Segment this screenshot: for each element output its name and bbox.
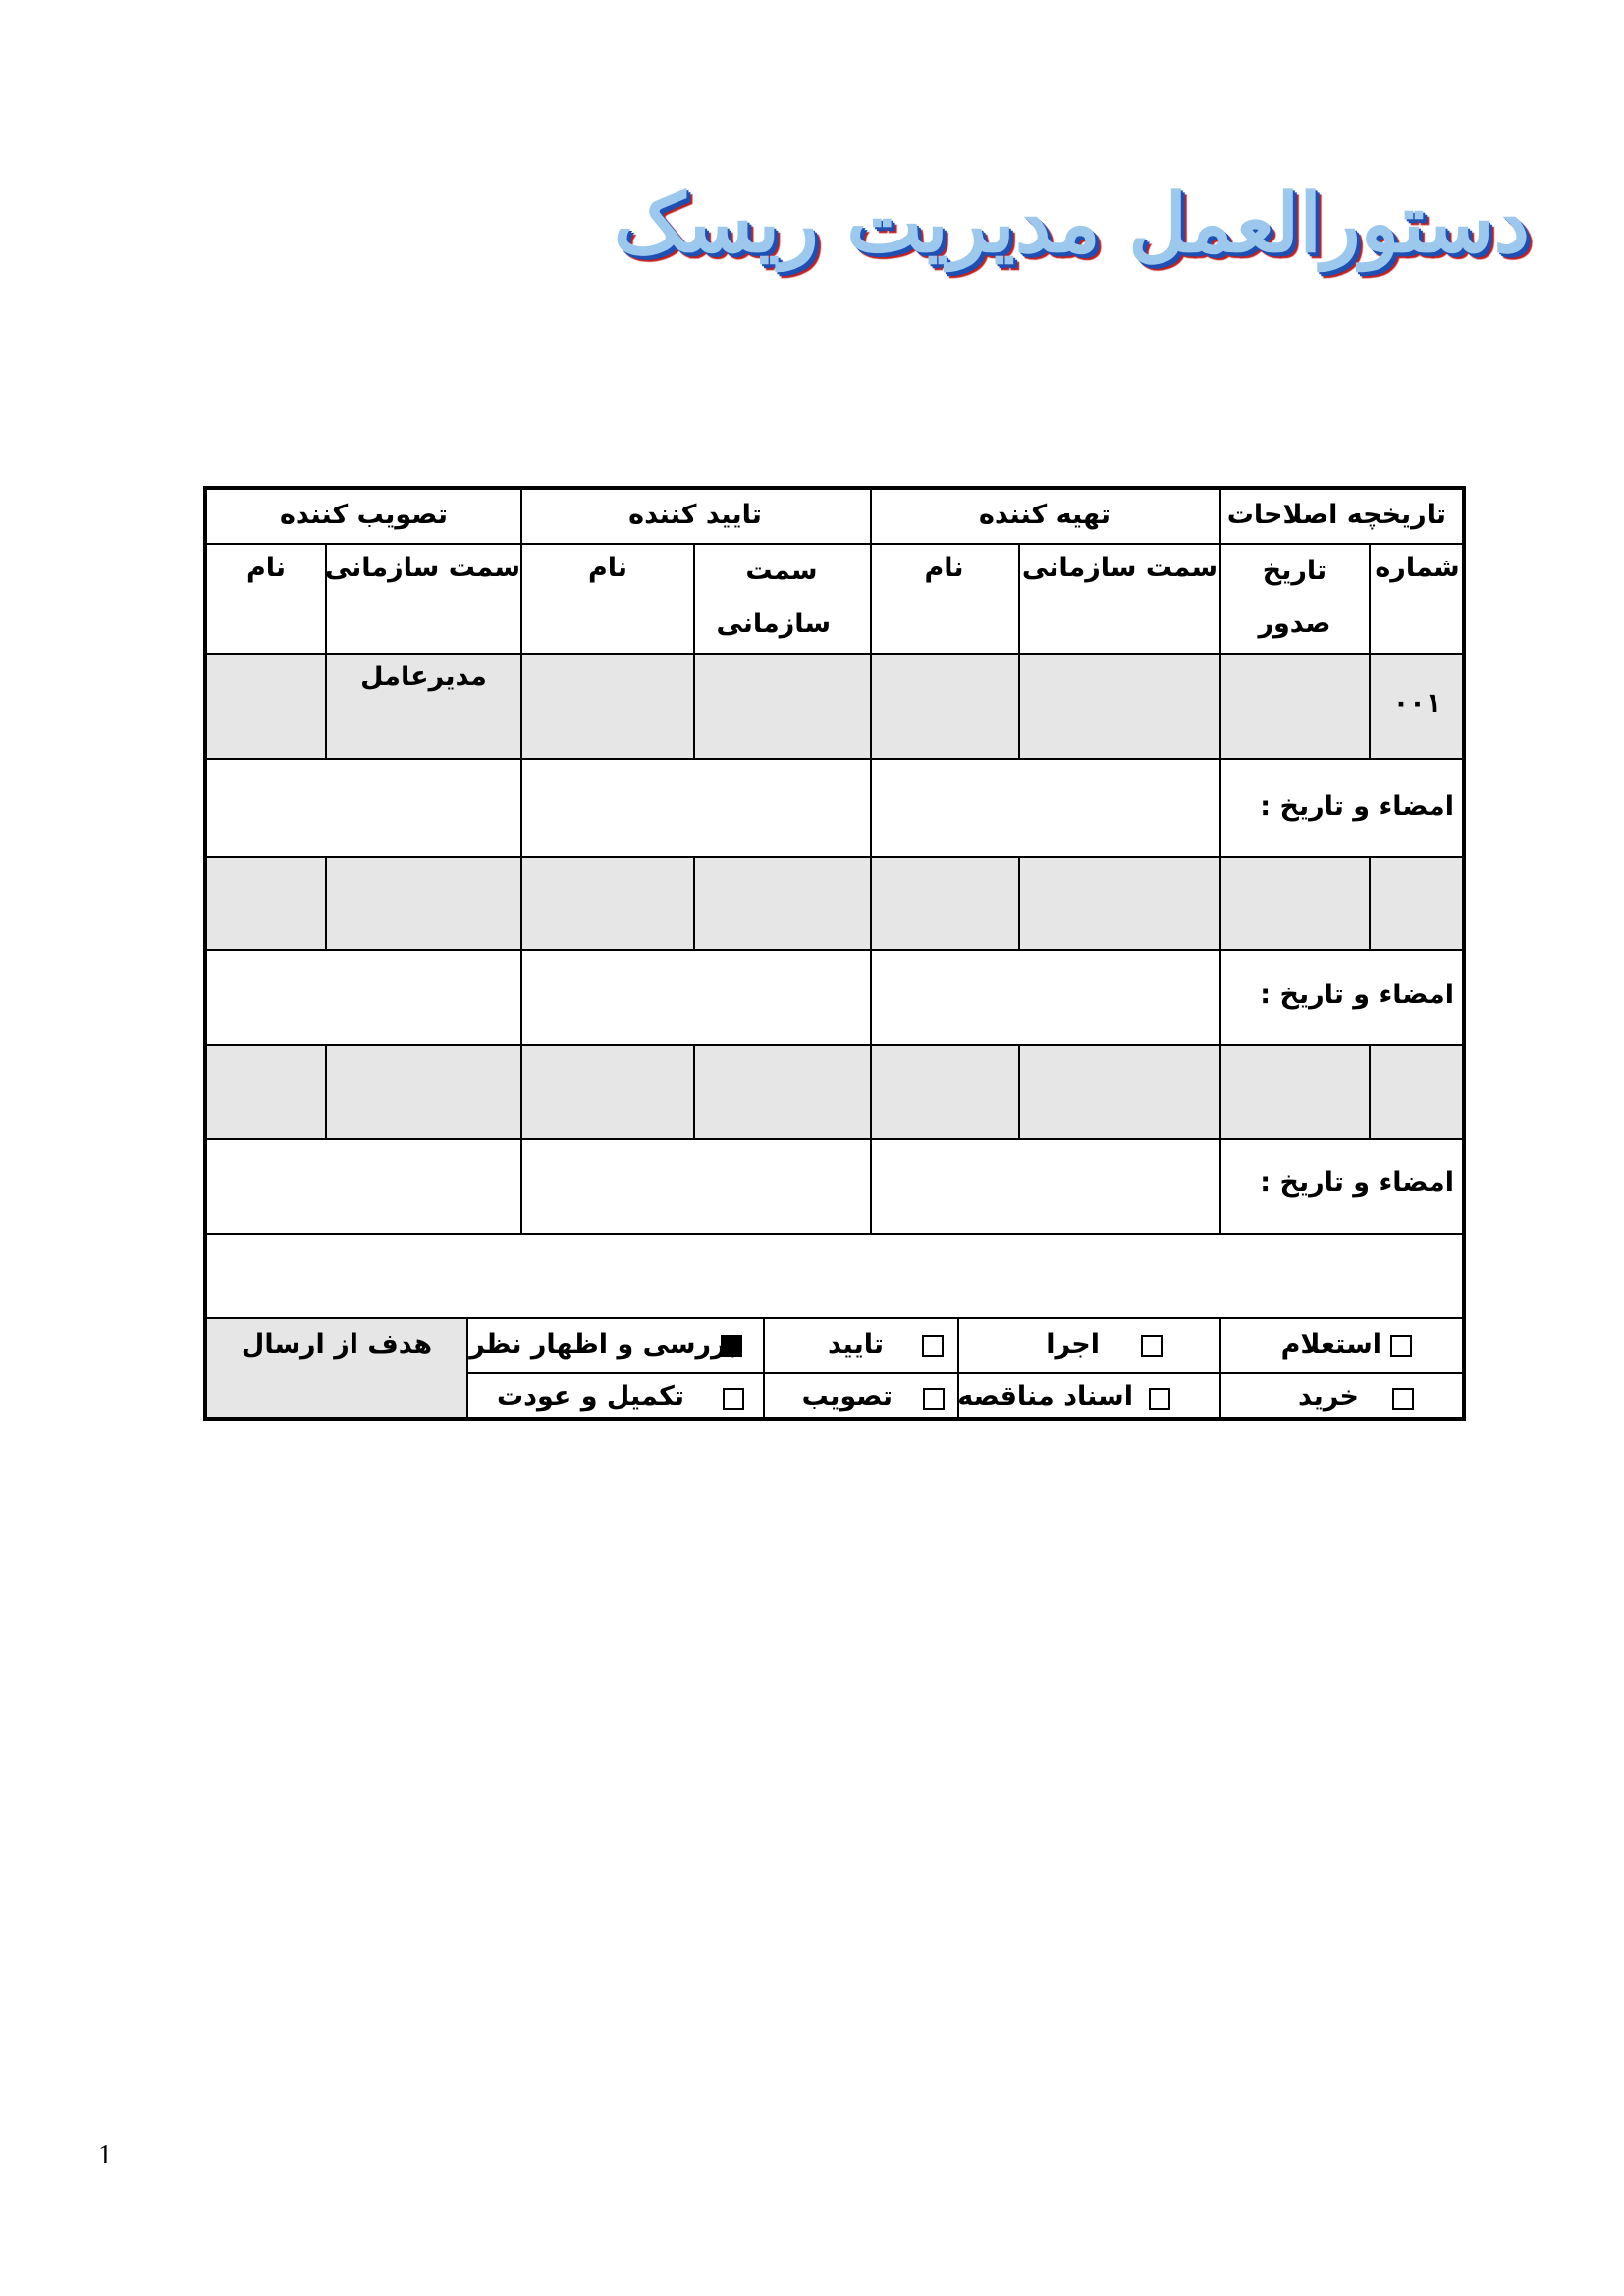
approval-form-table [203, 486, 1466, 1421]
revision-row-3 [207, 1046, 1464, 1138]
header-revision-history: تاریخچه اصلاحات [1226, 500, 1446, 530]
col-preparer-name: نام [924, 553, 964, 583]
col-approver-position: سمت سازمانی [324, 553, 520, 583]
signature-label-1: امضاء و تاریخ : [1260, 791, 1454, 822]
col-number: شماره [1375, 553, 1460, 583]
tender-documents-label: اسناد مناقصه [957, 1381, 1133, 1412]
col-verifier-position: سمت سازمانی [716, 556, 831, 639]
inquiry-label: استعلام [1280, 1329, 1381, 1360]
verify-label: تایید [827, 1329, 884, 1360]
purchase-checkbox[interactable] [1392, 1388, 1414, 1410]
approve-checkbox[interactable] [923, 1388, 945, 1410]
execution-checkbox[interactable] [1141, 1335, 1163, 1357]
complete-return-label: تکمیل و عودت [496, 1381, 684, 1412]
purpose-label: هدف از ارسال [241, 1329, 433, 1360]
col-approver-name: نام [245, 553, 287, 583]
approver-position-value: مدیرعامل [360, 662, 487, 692]
col-verifier-name: نام [587, 553, 628, 583]
col-issue-date: تاریخ صدور [1258, 556, 1331, 639]
purchase-label: خرید [1298, 1381, 1359, 1412]
signature-label-2: امضاء و تاریخ : [1260, 980, 1454, 1010]
revision-number: ۰۰۱ [1392, 688, 1442, 719]
approve-label: تصویب [801, 1381, 893, 1412]
page-number: 1 [98, 2140, 112, 2170]
inquiry-checkbox[interactable] [1390, 1335, 1412, 1357]
header-verifier: تایید کننده [628, 500, 762, 530]
review-label: بررسی و اظهار نظر [469, 1329, 737, 1360]
signature-label-3: امضاء و تاریخ : [1260, 1167, 1454, 1198]
header-preparer: تهیه کننده [978, 500, 1111, 530]
execution-label: اجرا [1046, 1329, 1100, 1360]
col-preparer-position: سمت سازمانی [1021, 553, 1218, 583]
document-title: دستورالعمل مدیریت ریسک [613, 177, 1530, 271]
revision-row-2 [207, 858, 1464, 949]
header-approver: تصویب کننده [279, 500, 449, 530]
complete-return-checkbox[interactable] [723, 1388, 744, 1410]
tender-documents-checkbox[interactable] [1149, 1388, 1170, 1410]
verify-checkbox[interactable] [922, 1335, 944, 1357]
